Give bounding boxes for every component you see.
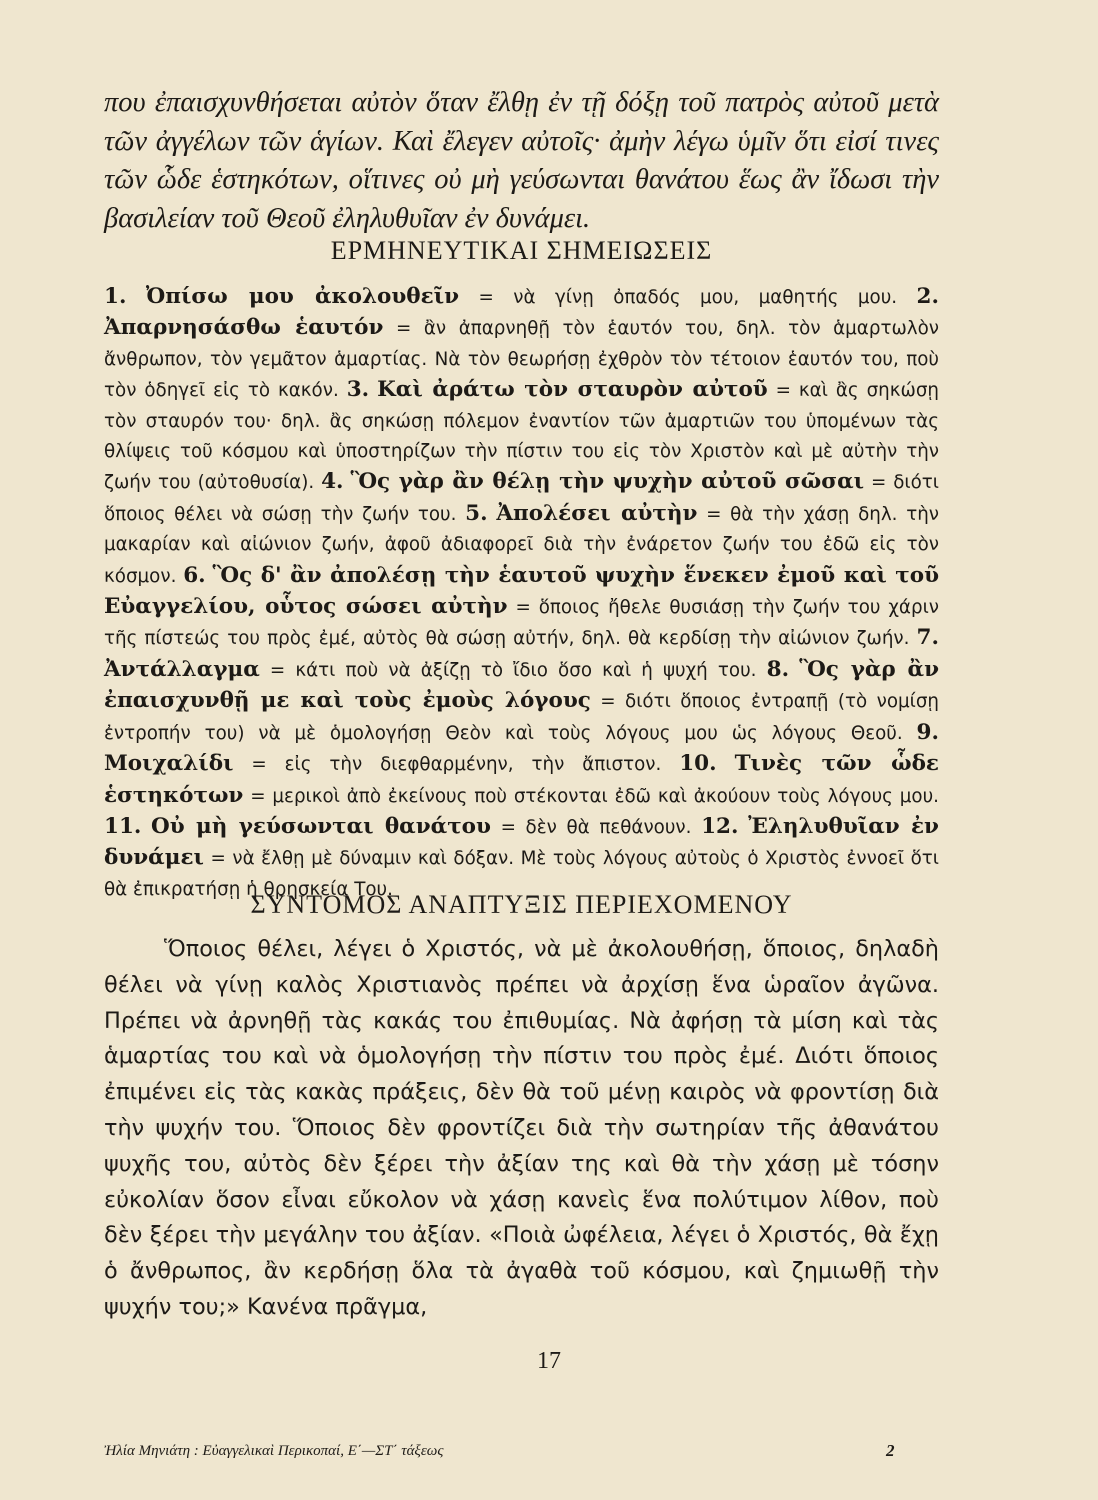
- note-text: = ὅποιος ἤθελε θυσιάσῃ τὴν ζωήν του χάριν τῆς πίστεώς του πρὸς ἐμέ, αὐτὸς θὰ σώσῃ αὐτήν, δηλ. θὰ κερδίσῃ τὴν αἰώνιον ζωήν.: [104, 597, 939, 650]
- note-text: = διότι ὅποιος ἐντραπῇ (τὸ νομίσῃ ἐντροπήν του) νὰ μὲ ὁμολογήσῃ Θεὸν καὶ τοὺς λόγους μου ὡς λόγους Θεοῦ.: [104, 691, 940, 744]
- note-text: = εἰς τὴν διεφθαρμένην, τὴν ἄπιστον.: [233, 754, 680, 776]
- note-term: Μοιχαλίδι: [104, 751, 234, 777]
- notes-heading: ΕΡΜΗΝΕΥΤΙΚΑΙ ΣΗΜΕΙΩΣΕΙΣ: [330, 236, 713, 265]
- note-term: Ἐληλυθυῖαν ἐν δυνάμει: [104, 813, 939, 871]
- note-term: Ὃς γὰρ ἂν θέλῃ τὴν ψυχὴν αὐτοῦ σῶσαι: [350, 469, 865, 495]
- note-term: Ἀντάλλαγμα: [104, 656, 260, 682]
- note-term: Ὀπίσω μου ἀκολουθεῖν: [145, 284, 460, 309]
- summary-heading: ΣΥΝΤΟΜΟΣ ΑΝΑΠΤΥΞΙΣ ΠΕΡΙΕΧΟΜΕΝΟΥ: [250, 890, 793, 919]
- footer-citation: Ἠλία Μηνιάτη : Εὐαγγελικαὶ Περικοπαί, Ε΄—ΣΤ΄ τάξεως: [104, 1443, 444, 1459]
- note-number: 10.: [679, 751, 717, 777]
- note-text: = διότι ὅποιος θέλει νὰ σώσῃ τὴν ζωήν του.: [104, 472, 939, 525]
- scripture-passage: που ἐπαισχυνθήσεται αὐτὸν ὅταν ἔλθῃ ἐν τῇ δόξῃ τοῦ πατρὸς αὐτοῦ μετὰ τῶν ἀγγέλων τῶν ἁγίων. Καὶ ἔλεγεν αὐτοῖς· ἀμὴν λέγω ὑμῖν ὅτι εἰσί τινες τῶν ὧδε ἑστηκότων, οἵτινες οὐ μὴ γεύσωνται θανάτου ἕως ἂν ἴδωσι τὴν βασιλείαν τοῦ Θεοῦ ἐληλυθυῖαν ἐν δυνάμει.: [104, 87, 939, 234]
- note-number: 4.: [321, 469, 344, 495]
- note-text: = μερικοὶ ἀπὸ ἐκείνους ποὺ στέκονται ἐδῶ καὶ ἀκούουν τοὺς λόγους μου.: [243, 785, 939, 807]
- note-number: 1.: [104, 284, 127, 309]
- note-term: Καὶ ἀράτω τὸν σταυρὸν αὐτοῦ: [377, 377, 768, 403]
- note-number: 7.: [916, 625, 939, 651]
- note-term: Ὃς γὰρ ἂν ἐπαισχυνθῇ με καὶ τοὺς ἐμοὺς λόγους: [104, 656, 939, 714]
- note-text: = καὶ ἂς σηκώσῃ τὸν σταυρόν του· δηλ. ἂς σηκώσῃ πόλεμον ἐναντίον τῶν ἁμαρτιῶν του ὑπομένων τὰς θλίψεις τοῦ κόσμου καὶ ὑποστηρίζων τὴν πίστιν του εἰς τὸν Χριστὸν καὶ μὲ αὐτὴν τὴν ζωήν του (αὐτοθυσία).: [104, 380, 939, 494]
- summary-paragraph: Ὅποιος θέλει, λέγει ὁ Χριστός, νὰ μὲ ἀκολουθήσῃ, ὅποιος, δηλαδὴ θέλει νὰ γίνῃ καλὸς Χριστιανὸς πρέπει νὰ ἀρχίσῃ ἕνα ὡραῖον ἀγῶνα. Πρέπει νὰ ἀρνηθῇ τὰς κακάς του ἐπιθυμίας. Νὰ ἀφήσῃ τὰ μίση καὶ τὰς ἁμαρτίας του καὶ νὰ ὁμολογήσῃ τὴν πίστιν του πρὸς ἐμέ. Διότι ὅποιος ἐπιμένει εἰς τὰς κακὰς πράξεις, δὲν θὰ τοῦ μένῃ καιρὸς νὰ φροντίσῃ διὰ τὴν ψυχήν του. Ὅποιος δὲν φροντίζει διὰ τὴν σωτηρίαν τῆς ἀθανάτου ψυχῆς του, αὐτὸς δὲν ξέρει τὴν ἀξίαν της καὶ θὰ τὴν χάσῃ μὲ τόσην εὐκολίαν ὅσον εἶναι εὔκολον νὰ χάσῃ κανεὶς ἕνα πολύτιμον λίθον, ποὺ δὲν ξέρει τὴν μεγάλην του ἀξίαν. «Ποιὰ ὠφέλεια, λέγει ὁ Χριστός, θὰ ἔχῃ ὁ ἄνθρωπος, ἂν κερδήσῃ ὅλα τὰ ἀγαθὰ τοῦ κόσμου, καὶ ζημιωθῇ τὴν ψυχήν του;» Κανένα πρᾶγμα,: [104, 936, 939, 1320]
- note-number: 8.: [766, 656, 790, 682]
- note-text: = νὰ ἔλθῃ μὲ δύναμιν καὶ δόξαν. Μὲ τοὺς λόγους αὐτοὺς ὁ Χριστὸς ἐννοεῖ ὅτι θὰ ἐπικρατήσῃ ἡ θρησκεία Του.: [104, 848, 939, 900]
- note-text: = ἂν ἀπαρνηθῇ τὸν ἑαυτόν του, δηλ. τὸν ἁμαρτωλὸν ἄνθρωπον, τὸν γεμᾶτον ἁμαρτίας. Νὰ τὸν θεωρήσῃ ἐχθρὸν τὸν τέτοιον ἑαυτόν του, ποὺ τὸν ὁδηγεῖ εἰς τὸ κακόν.: [104, 318, 939, 402]
- note-number: 2.: [916, 284, 939, 309]
- signature-mark: 2: [886, 1441, 895, 1460]
- note-text: = νὰ γίνῃ ὀπαδός μου, μαθητής μου.: [459, 287, 917, 308]
- note-text: = θὰ τὴν χάσῃ δηλ. τὴν μακαρίαν καὶ αἰώνιον ζωήν, ἀφοῦ ἀδιαφορεῖ διὰ τὴν ἐνάρετον ζωήν του ἐδῶ εἰς τὸν κόσμον.: [104, 503, 940, 587]
- note-number: 12.: [701, 813, 739, 839]
- note-term: Ἀπαρνησάσθω ἑαυτόν: [104, 315, 384, 341]
- note-term: Οὐ μὴ γεύσωνται θανάτου: [151, 813, 491, 839]
- note-number: 11.: [104, 813, 142, 839]
- summary-section: [104, 932, 939, 1326]
- note-text: = κάτι ποὺ νὰ ἀξίζῃ τὸ ἴδιο ὅσο καὶ ἡ ψυχή του.: [259, 659, 767, 681]
- page-number: 17: [537, 1348, 561, 1374]
- note-number: 6.: [183, 562, 206, 588]
- note-term: Ἀπολέσει αὐτὴν: [496, 500, 698, 526]
- note-term: Ὃς δ' ἂν ἀπολέσῃ τὴν ἑαυτοῦ ψυχὴν ἕνεκεν ἐμοῦ καὶ τοῦ Εὐαγγελίου, οὗτος σώσει αὐτὴν: [104, 562, 939, 620]
- note-number: 5.: [465, 500, 488, 526]
- note-number: 9.: [916, 719, 939, 745]
- note-term: Τινὲς τῶν ὧδε ἑστηκότων: [104, 751, 939, 808]
- note-number: 3.: [346, 377, 370, 403]
- note-text: = δὲν θὰ πεθάνουν.: [490, 816, 702, 838]
- notes-section: [104, 282, 939, 905]
